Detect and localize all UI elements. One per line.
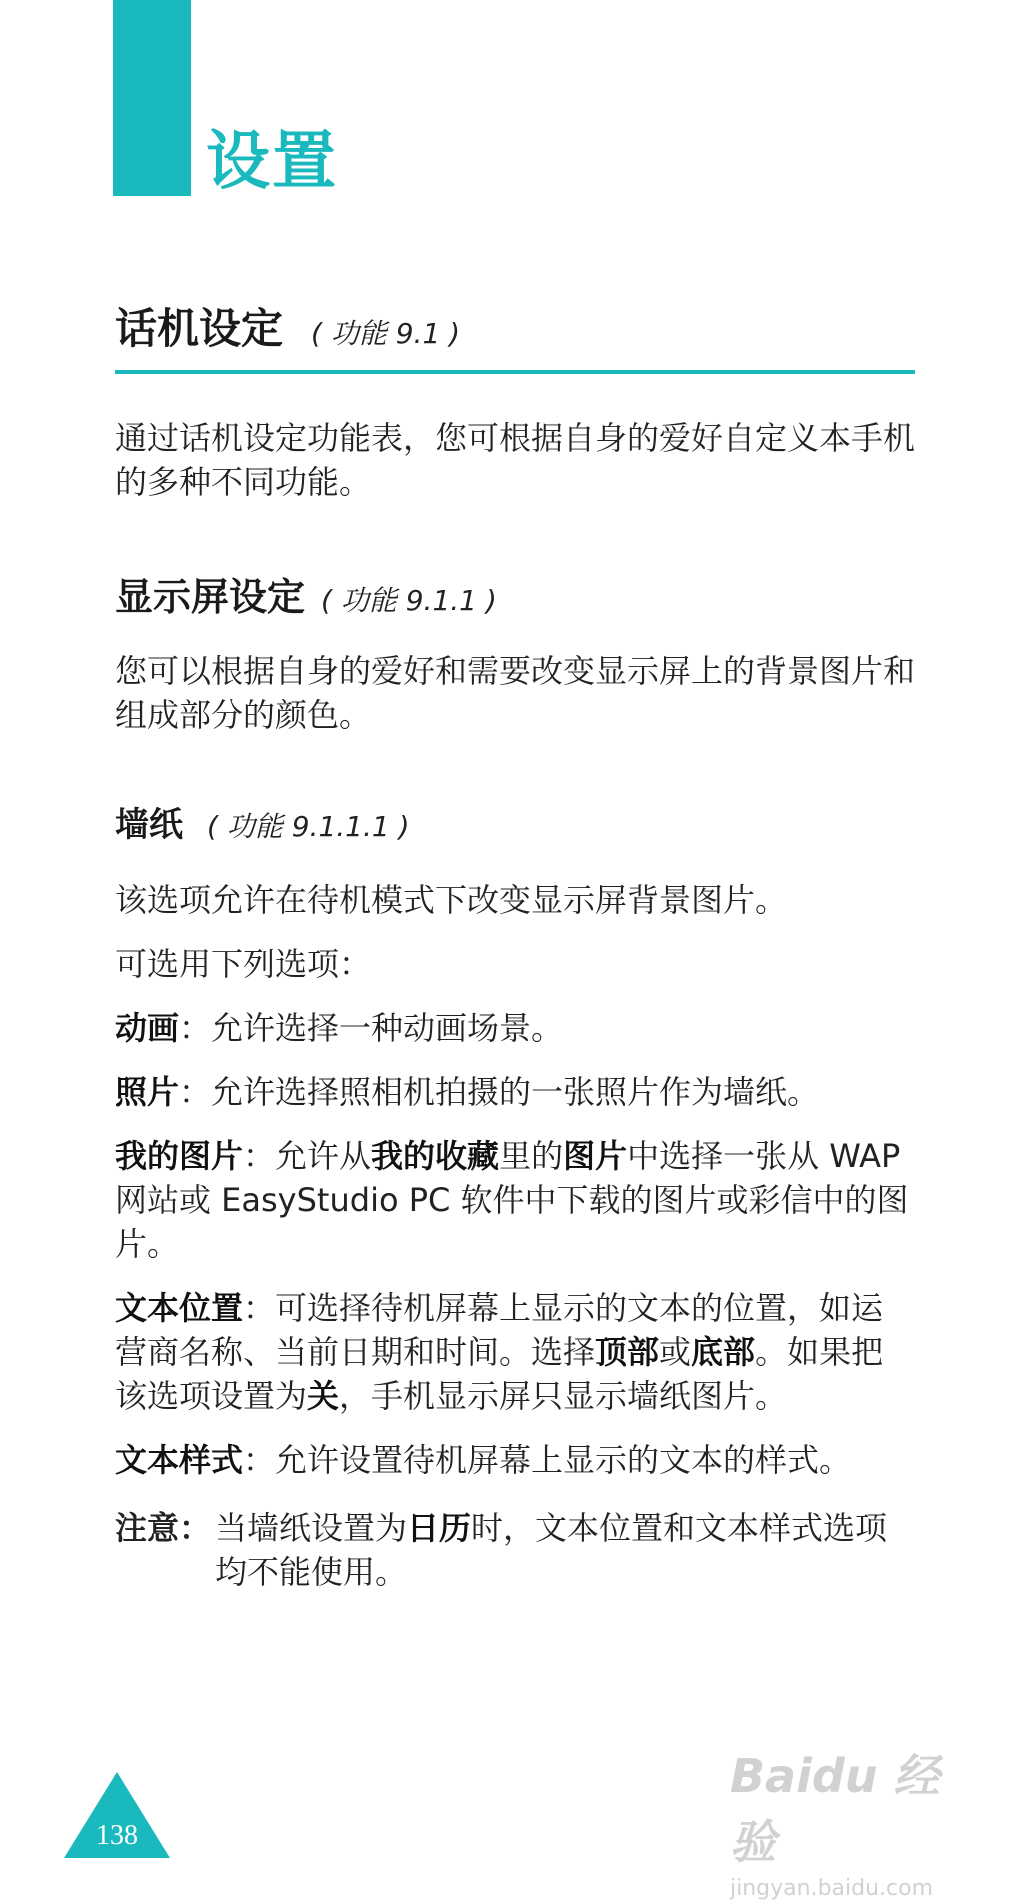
note-text: 当墙纸设置为日历时，文本位置和文本样式选项均不能使用。	[215, 1509, 888, 1591]
option-text-style: 文本样式：允许设置待机屏幕上显示的文本的样式。	[115, 1441, 852, 1479]
page-number-badge	[62, 1770, 172, 1860]
note	[115, 1506, 915, 1594]
top-term: 顶部	[595, 1333, 660, 1371]
section-intro: 通过话机设定功能表，您可根据自身的爱好自定义本手机的多种不同功能。	[115, 419, 916, 501]
my-collection-term: 我的收藏	[371, 1137, 500, 1175]
option-animation: 动画：允许选择一种动画场景。	[115, 1009, 564, 1047]
section-function: ( 功能 9.1 )	[311, 317, 461, 350]
wallpaper-heading	[115, 797, 915, 846]
option-text-position-label: 文本位置	[115, 1289, 244, 1327]
subsection-title: 显示屏设定	[115, 575, 306, 619]
page-number: 138	[96, 1820, 138, 1851]
subsection-function: ( 功能 9.1.1 )	[321, 584, 497, 617]
option-my-pictures: 我的图片：允许从我的收藏里的图片中选择一张从 WAP 网站或 EasyStudio PC 软件中下载的图片或彩信中的图片。	[115, 1137, 909, 1263]
wallpaper-desc: 该选项允许在待机模式下改变显示屏背景图片。	[115, 881, 788, 919]
watermark-url: jingyan.baidu.com	[730, 1876, 934, 1901]
section-heading	[115, 296, 915, 356]
subsection-heading	[115, 566, 915, 621]
calendar-term: 日历	[407, 1509, 472, 1547]
option-text-position: 文本位置：可选择待机屏幕上显示的文本的位置，如运营商名称、当前日期和时间。选择顶部或底部。如果把该选项设置为关，手机显示屏只显示墙纸图片。	[115, 1289, 884, 1415]
option-my-pictures-label: 我的图片	[115, 1137, 244, 1175]
page-content	[115, 296, 915, 1594]
option-text-style-label: 文本样式	[115, 1441, 244, 1479]
section-title: 话机设定	[115, 304, 284, 353]
chapter-title: 设置	[206, 125, 338, 199]
watermark	[730, 1740, 970, 1901]
option-photo: 照片：允许选择照相机拍摄的一张照片作为墙纸。	[115, 1073, 820, 1111]
option-animation-text: 允许选择一种动画场景。	[211, 1009, 564, 1047]
off-term: 关	[307, 1377, 340, 1415]
subsection-intro: 您可以根据自身的爱好和需要改变显示屏上的背景图片和组成部分的颜色。	[115, 652, 916, 734]
section-rule	[115, 370, 915, 374]
chapter-tab-bar	[113, 0, 191, 196]
wallpaper-title: 墙纸	[115, 805, 183, 845]
wallpaper-function: ( 功能 9.1.1.1 )	[207, 810, 410, 843]
note-label: 注意：	[115, 1509, 212, 1547]
pictures-term: 图片	[563, 1137, 628, 1175]
option-animation-label: 动画	[115, 1009, 180, 1047]
option-text-style-text: 允许设置待机屏幕上显示的文本的样式。	[275, 1441, 852, 1479]
bottom-term: 底部	[691, 1333, 756, 1371]
watermark-logo: Baidu 经验	[730, 1749, 940, 1869]
option-photo-text: 允许选择照相机拍摄的一张照片作为墙纸。	[211, 1073, 820, 1111]
option-photo-label: 照片	[115, 1073, 180, 1111]
options-intro: 可选用下列选项：	[115, 945, 372, 983]
